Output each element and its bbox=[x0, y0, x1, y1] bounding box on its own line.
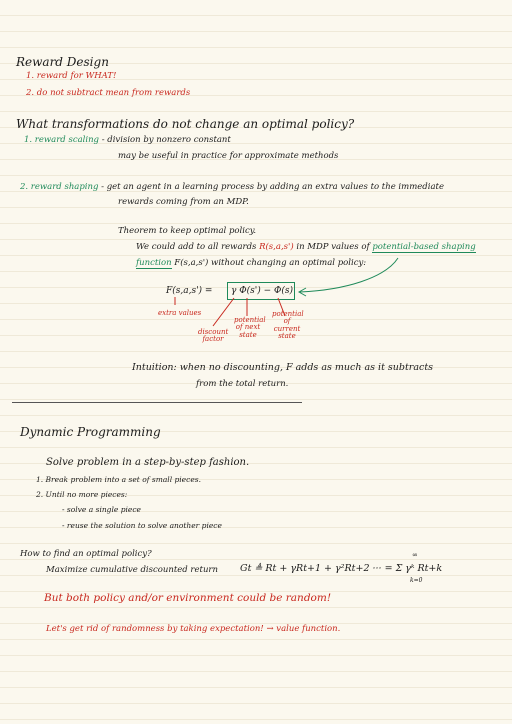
dp-sub-step-2: - reuse the solution to solve another piece bbox=[62, 521, 222, 530]
intuition-line-2: from the total return. bbox=[196, 379, 289, 389]
return-formula: Gt ≜ Rt + γRt+1 + γ²Rt+2 ··· = Σ γᵏ Rt+k bbox=[240, 563, 443, 574]
dp-step-2: 2. Until no more pieces: bbox=[36, 490, 128, 499]
section-title-reward-design: Reward Design bbox=[16, 55, 109, 69]
theorem-line-1a: We could add to all rewards bbox=[136, 242, 257, 252]
theorem-line-1b: in MDP values of bbox=[296, 242, 370, 252]
randomness-warning: But both policy and/or environment could be random! bbox=[44, 592, 332, 604]
maximize-line: Maximize cumulative discounted return bbox=[46, 565, 218, 575]
reward-scaling-label: 1. reward scaling bbox=[24, 135, 99, 145]
reward-design-item-1: 1. reward for WHAT! bbox=[26, 71, 117, 81]
annotation-discount-factor: discount factor bbox=[198, 328, 229, 344]
dp-solve-line: Solve problem in a step-by-step fashion. bbox=[46, 457, 250, 468]
section-title-dynamic-programming: Dynamic Programming bbox=[20, 425, 161, 439]
theorem-function-word: function bbox=[136, 258, 172, 268]
formula-rhs: γ Φ(s') − Φ(s) bbox=[231, 286, 294, 296]
reward-design-item-2: 2. do not subtract mean from rewards bbox=[26, 88, 191, 98]
annotation-potential-next: potential of next state bbox=[234, 316, 266, 339]
theorem-potential-based-shaping: potential-based shaping bbox=[372, 242, 476, 252]
expectation-text: Let's get rid of randomness by taking expectation! bbox=[46, 624, 264, 634]
sum-upper-limit: ∞ bbox=[412, 551, 418, 559]
theorem-reward-function: R(s,a,s') bbox=[259, 242, 294, 252]
sum-lower-limit: k=0 bbox=[410, 577, 423, 584]
transformations-question: What transformations do not change an optimal policy? bbox=[16, 117, 355, 131]
dp-sub-step-1: - solve a single piece bbox=[62, 505, 141, 514]
expectation-line bbox=[46, 625, 340, 634]
annotation-extra-values: extra values bbox=[158, 309, 202, 317]
theorem-title: Theorem to keep optimal policy. bbox=[118, 226, 257, 236]
reward-shaping-text-2: rewards coming from an MDP. bbox=[118, 197, 249, 207]
theorem-line-2-rest: F(s,a,s') without changing an optimal policy: bbox=[174, 258, 367, 268]
dp-step-1: 1. Break problem into a set of small pieces. bbox=[36, 475, 201, 484]
arrow-shaping-to-formula bbox=[300, 258, 398, 292]
formula-lhs: F(s,a,s') = bbox=[166, 286, 213, 296]
reward-scaling-text: - division by nonzero constant bbox=[101, 135, 231, 145]
reward-scaling-note: may be useful in practice for approximate methods bbox=[118, 151, 339, 161]
reward-shaping-text: - get an agent in a learning process by adding an extra values to the immediate bbox=[101, 182, 444, 192]
value-function-text: → value function. bbox=[266, 624, 341, 634]
intuition-line-1: Intuition: when no discounting, F adds as much as it subtracts bbox=[132, 362, 434, 373]
arrow-discount-factor bbox=[213, 298, 234, 326]
reward-shaping-label: 2. reward shaping bbox=[20, 182, 99, 192]
section-divider bbox=[12, 402, 302, 403]
optimal-policy-question: How to find an optimal policy? bbox=[20, 549, 152, 559]
annotation-potential-current: potential of current state bbox=[272, 310, 304, 341]
